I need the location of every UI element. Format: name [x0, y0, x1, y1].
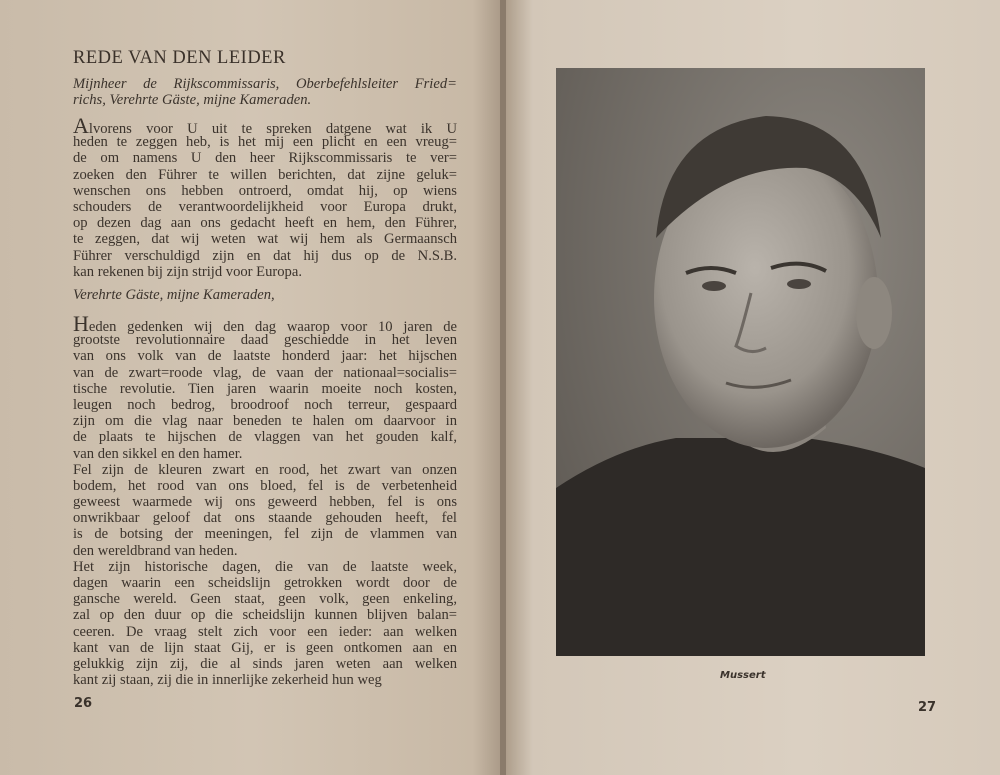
text-line: gansche wereld. Geen staat, geen volk, geen enkeling,: [73, 591, 457, 608]
salutation-line: Mijnheer de Rijkscommissaris, Oberbefehlsleiter Fried=: [73, 76, 457, 92]
page-number: 26: [74, 696, 93, 711]
text-line: leugen noch bedrog, broodroof noch terreur, gespaard: [73, 396, 457, 413]
text-line: dagen waarin een scheidslijn getrokken wordt door de: [73, 575, 457, 591]
text-line: ceeren. De vraag stelt zich voor een ieder: aan welken: [73, 623, 457, 640]
text-line: den wereldbrand van heden.: [73, 542, 238, 559]
text-line: is de botsing der meeningen, fel zijn de vlammen van: [73, 526, 457, 543]
text-line: op dezen dag aan ons gedacht heeft en hem, den Führer,: [73, 215, 457, 232]
text-line: te zeggen, dat wij weten wat wij hem als Germaansch: [73, 231, 457, 248]
photo-caption: Mussert: [720, 670, 766, 681]
salutation-line: Verehrte Gäste, mijne Kameraden,: [73, 287, 275, 303]
text-line: heden te zeggen heb, is het mij een plicht en een vreug=: [73, 134, 457, 151]
page-number: 27: [918, 700, 937, 715]
text-line: geweest waarmede wij ons geweerd hebben, fel is ons: [73, 494, 457, 511]
page-title: REDE VAN DEN LEIDER: [73, 48, 286, 68]
text-line: kant van de lijn staat Gij, er is geen ontkomen aan en: [73, 639, 457, 656]
text-line: Führer verschuldigd zijn en dat hij dus op de N.S.B.: [73, 247, 457, 264]
portrait-photo: [556, 68, 925, 656]
text-line: grootste revolutionnaire daad geschiedde in het leven: [73, 332, 457, 349]
text-line: de plaats te hijschen de vlaggen van het gouden kalf,: [73, 429, 457, 446]
paragraph-2: [73, 311, 457, 689]
text-line: zoeken den Führer te willen berichten, dat zijne geluk=: [73, 166, 457, 183]
text-line: gelukkig zijn zij, die al sinds jaren weten aan welken: [73, 655, 457, 672]
text-line: tische revolutie. Tien jaren waarin moeite noch kosten,: [73, 380, 457, 397]
book-gutter: [500, 0, 506, 775]
text-line: zal op den duur op die scheidslijn kunnen blijven balan=: [73, 607, 457, 624]
text-line: [73, 113, 457, 138]
salutation-2: [73, 287, 457, 303]
text-line: van de zwart=roode vlag, de vaan der nationaal=socialis=: [73, 364, 457, 381]
text-line: Het zijn historische dagen, die van de laatste week,: [73, 558, 457, 575]
drop-cap: H: [73, 311, 89, 336]
text-line-rest: lvorens voor U uit te spreken datgene wat ik U: [88, 121, 457, 137]
text-line: van ons volk van de laatste honderd jaar: het hijschen: [73, 348, 457, 365]
text-line: zijn om die vlag naar beneden te halen om daarvoor in: [73, 413, 457, 430]
drop-cap: A: [73, 113, 89, 138]
text-line: wenschen ons hebben ontroerd, omdat hij, op wiens: [73, 182, 457, 199]
text-line: kan rekenen bij zijn strijd voor Europa.: [73, 263, 302, 280]
salutation-line: richs, Verehrte Gäste, mijne Kameraden.: [73, 92, 312, 109]
salutation: [73, 76, 457, 108]
text-line: bodem, het rood van ons bloed, fel is de verbetenheid: [73, 477, 457, 494]
text-line: kant zij staan, zij die in innerlijke zekerheid hun weg: [73, 672, 382, 689]
text-line: Fel zijn de kleuren zwart en rood, het zwart van onzen: [73, 461, 457, 478]
text-line: van den sikkel en den hamer.: [73, 445, 243, 462]
text-line: schouders de verantwoordelijkheid voor Europa drukt,: [73, 198, 457, 215]
text-line: [73, 311, 457, 336]
text-line: onwrikbaar geloof dat ons staande gehouden heeft, fel: [73, 510, 457, 527]
paragraph-1: [73, 113, 457, 280]
text-line: de om namens U den heer Rijkscommissaris te ver=: [73, 150, 457, 167]
text-line-rest: eden gedenken wij den dag waarop voor 10 jaren de: [88, 319, 457, 335]
